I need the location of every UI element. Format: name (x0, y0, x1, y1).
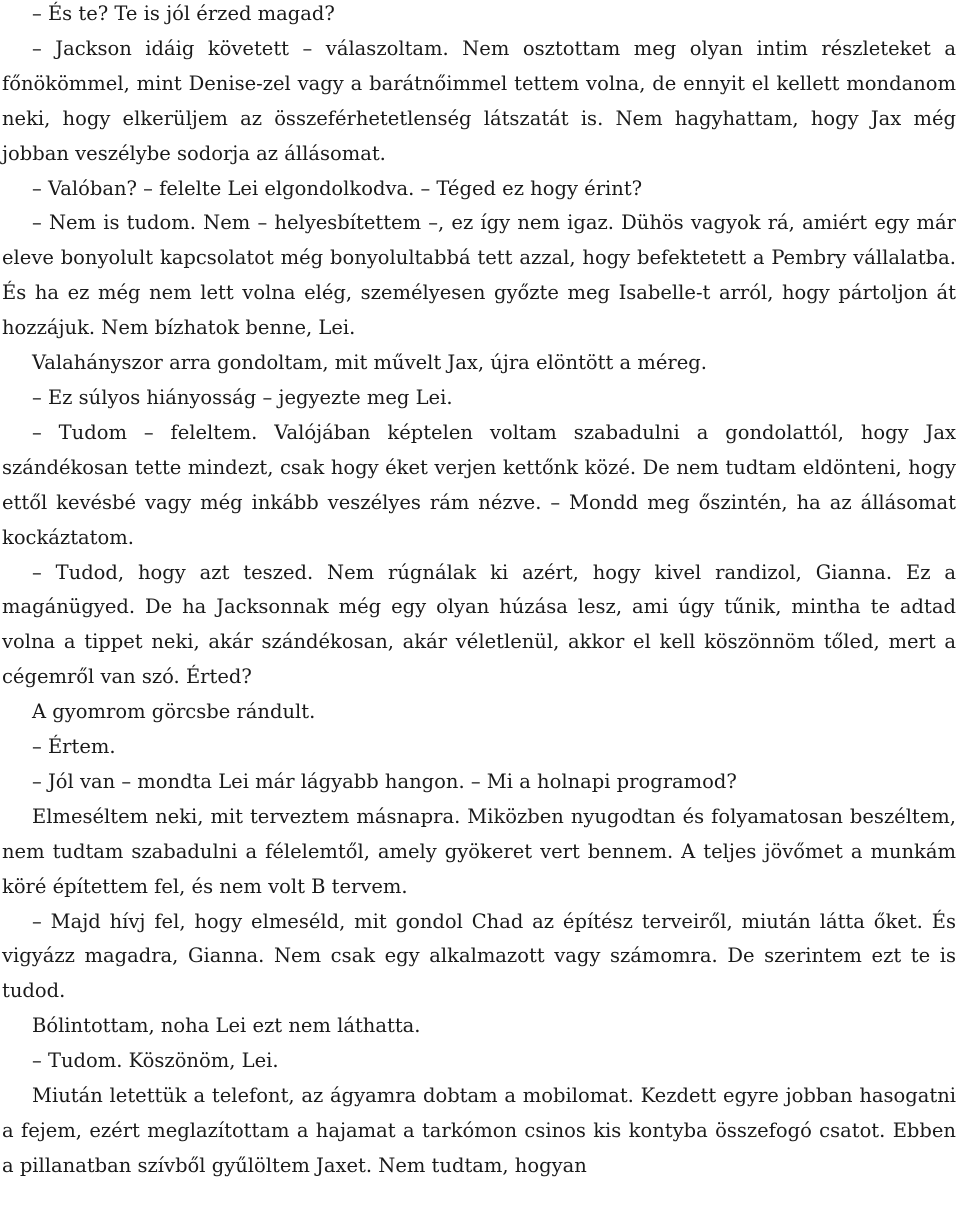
paragraph-1: – És te? Te is jól érzed magad? (32, 2, 335, 25)
paragraph-4: – Nem is tudom. Nem – helyesbítettem –, ez így nem igaz. Dühös vagyok rá, amiért egy már eleve bonyolult kapcsolatot még bonyolultabbá tett azzal, hogy befektetett a Pembry vállalatba. És ha ez még nem lett volna elég, személyesen győzte meg Isabelle-t arról, hogy pártoljon át hozzájuk. Nem bízhatok benne, Lei. (2, 211, 956, 340)
paragraph-2: – Jackson idáig követett – válaszoltam. Nem osztottam meg olyan intim részleteket a főnökömmel, mint Denise-zel vagy a barátnőimmel tettem volna, de ennyit el kellett mondanom neki, hogy elkerüljem az összeférhetetlenség látszatát is. Nem hagyhattam, hogy Jax még jobban veszélybe sodorja az állásomat. (2, 36, 956, 165)
paragraph-14: Bólintottam, noha Lei ezt nem láthatta. (32, 1014, 421, 1038)
paragraph-5: Valahányszor arra gondoltam, mit művelt Jax, újra elöntött a méreg. (32, 351, 707, 375)
paragraph-11: – Jól van – mondta Lei már lágyabb hangon. – Mi a holnapi programod? (32, 769, 737, 793)
paragraph-9: A gyomrom görcsbe rándult. (32, 700, 316, 724)
paragraph-6: – Ez súlyos hiányosság – jegyezte meg Lei. (32, 385, 453, 409)
paragraph-8: – Tudod, hogy azt teszed. Nem rúgnálak ki azért, hogy kivel randizol, Gianna. Ez a magánügyed. De ha Jacksonnak még egy olyan húzása lesz, ami úgy tűnik, mintha te adtad volna a tippet neki, akár szándékosan, akár véletlenül, akkor el kell köszönnöm tőled, mert a cégemről van szó. Érted? (2, 560, 956, 689)
paragraph-10: – Értem. (32, 735, 116, 759)
paragraph-15: – Tudom. Köszönöm, Lei. (32, 1049, 279, 1073)
paragraph-13: – Majd hívj fel, hogy elmeséld, mit gondol Chad az építész terveiről, miután látta őket. És vigyázz magadra, Gianna. Nem csak egy alkalmazott vagy számomra. De szerintem ezt te is tudod. (2, 909, 956, 1003)
paragraph-7: – Tudom – feleltem. Valójában képtelen voltam szabadulni a gondolattól, hogy Jax szándékosan tette mindezt, csak hogy éket verjen kettőnk közé. De nem tudtam eldönteni, hogy ettől kevésbé vagy még inkább veszélyes rám nézve. – Mondd meg őszintén, ha az állásomat kockáztatom. (2, 420, 956, 549)
paragraph-3: – Valóban? – felelte Lei elgondolkodva. – Téged ez hogy érint? (32, 176, 643, 200)
paragraph-16: Miután letettük a telefont, az ágyamra dobtam a mobilomat. Kezdett egyre jobban hasogatni a fejem, ezért meglazítottam a hajamat a tarkómon csinos kis kontyba összefogó csatot. Ebben a pillanatban szívből gyűlöltem Jaxet. Nem tudtam, hogyan (2, 1084, 956, 1177)
paragraph-12: Elmeséltem neki, mit terveztem másnapra. Miközben nyugodtan és folyamatosan beszéltem, nem tudtam szabadulni a félelemtől, amely gyökeret vert bennem. A teljes jövőmet a munkám köré építettem fel, és nem volt B tervem. (2, 804, 956, 898)
